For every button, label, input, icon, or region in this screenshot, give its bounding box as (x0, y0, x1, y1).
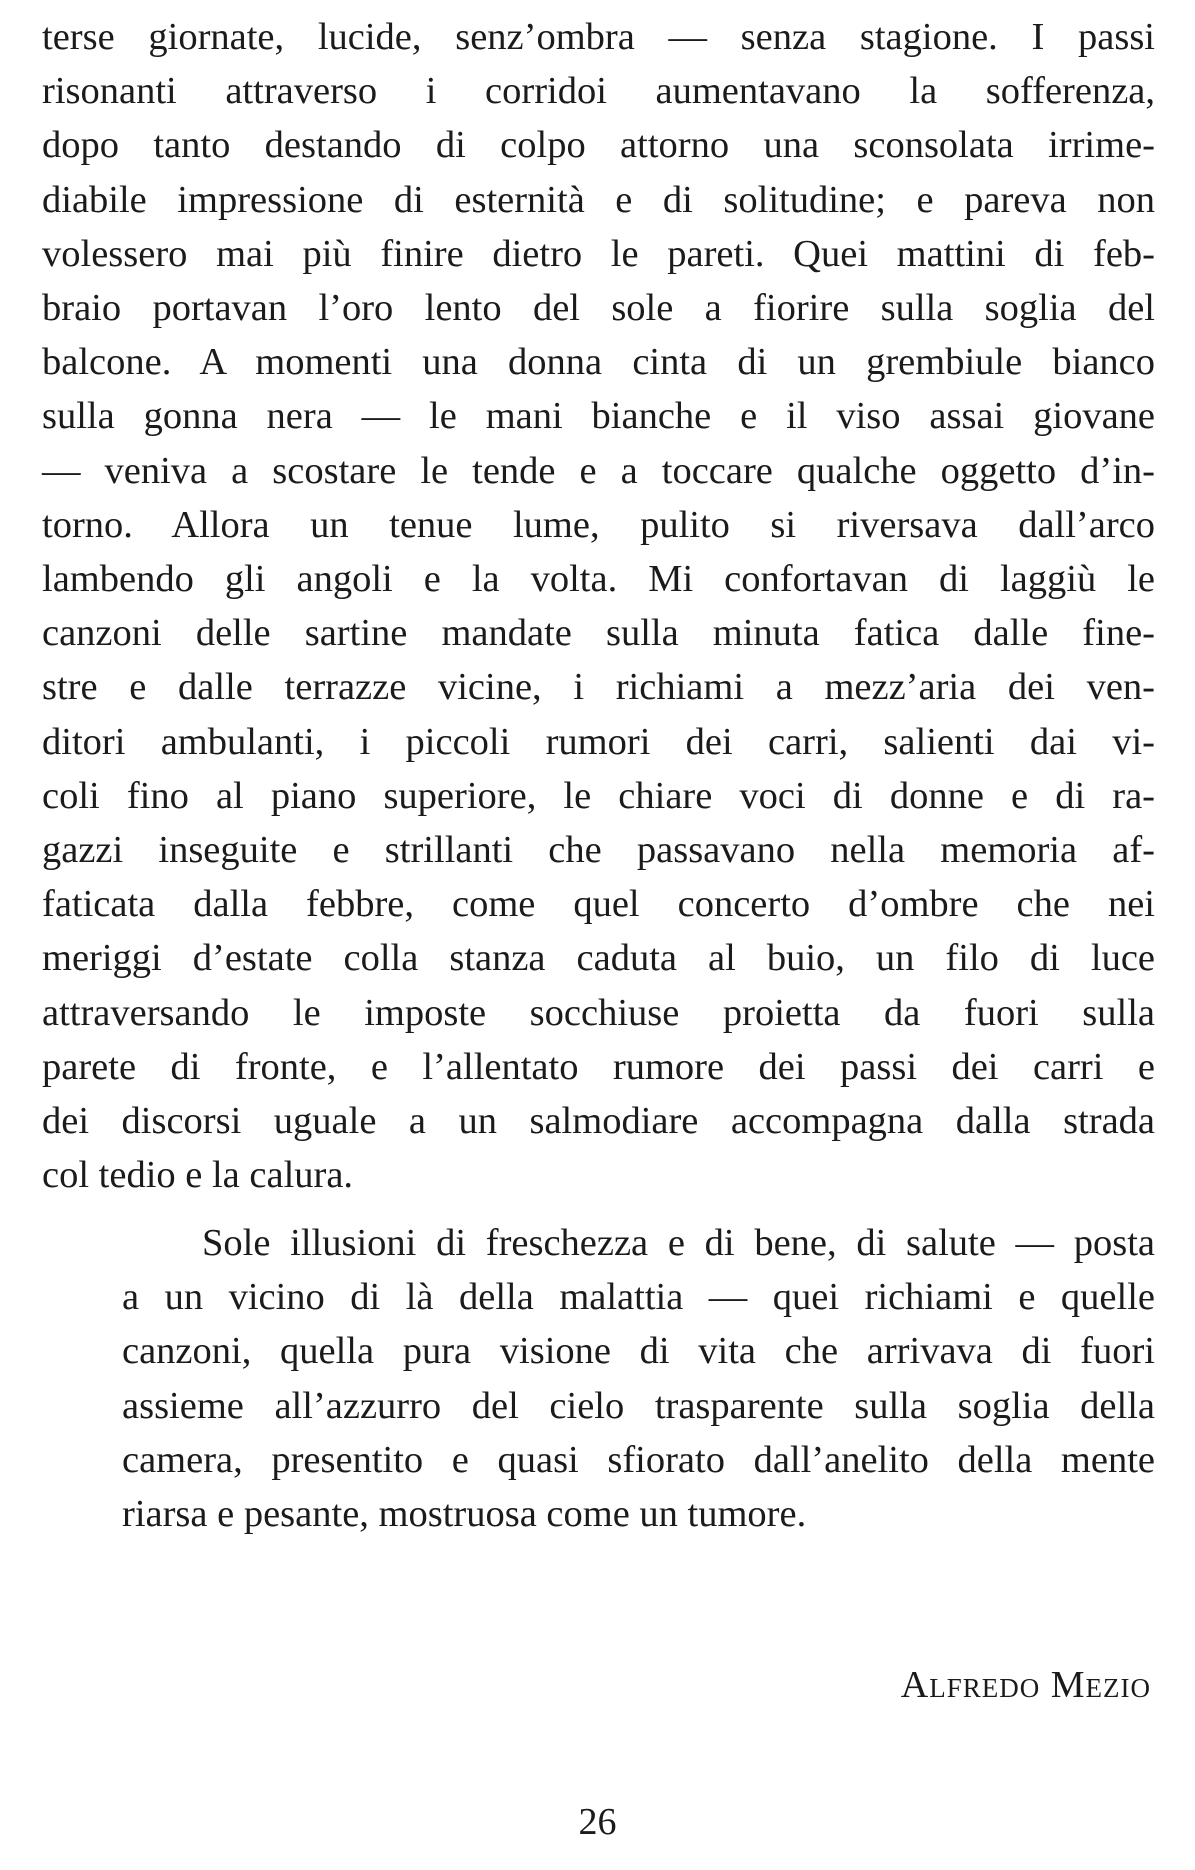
text-line: meriggi d’estate colla stanza caduta al buio, un filo di luce (42, 937, 1155, 980)
text-line: col tedio e la calura. (42, 1154, 354, 1197)
text-line: canzoni delle sartine mandate sulla minuta fatica dalle fine- (42, 612, 1155, 655)
text-line: attraversando le imposte socchiuse proietta da fuori sulla (42, 991, 1155, 1034)
page-number: 26 (578, 1801, 617, 1843)
text-line: braio portavan l’oro lento del sole a fiorire sulla soglia del (42, 287, 1155, 330)
text-line: stre e dalle terrazze vicine, i richiami a mezz’aria dei ven- (42, 666, 1155, 709)
text-line: riarsa e pesante, mostruosa come un tumore. (122, 1493, 807, 1536)
author-signature: Alfredo Mezio (900, 1664, 1151, 1706)
text-line: sulla gonna nera — le mani bianche e il viso assai giovane (42, 395, 1155, 438)
text-line: volessero mai più finire dietro le pareti. Quei mattini di feb- (42, 232, 1155, 275)
text-line: — veniva a scostare le tende e a toccare qualche oggetto d’in- (42, 449, 1155, 492)
text-line: a un vicino di là della malattia — quei richiami e quelle (122, 1276, 1155, 1319)
text-line: balcone. A momenti una donna cinta di un grembiule bianco (42, 341, 1155, 384)
paragraph-2 (42, 1216, 1155, 1541)
text-line: lambendo gli angoli e la volta. Mi confortavan di laggiù le (42, 558, 1155, 601)
text-line: terse giornate, lucide, senz’ombra — senza stagione. I passi (42, 16, 1155, 58)
text-line: dopo tanto destando di colpo attorno una sconsolata irrime- (42, 124, 1155, 167)
text-line: gazzi inseguite e strillanti che passavano nella memoria af- (42, 829, 1155, 872)
text-line: ditori ambulanti, i piccoli rumori dei carri, salienti dai vi- (42, 720, 1155, 763)
text-line: assieme all’azzurro del cielo trasparente sulla soglia della (122, 1384, 1155, 1427)
text-line: camera, presentito e quasi sfiorato dall’anelito della mente (122, 1438, 1155, 1481)
text-line: canzoni, quella pura visione di vita che arrivava di fuori (122, 1330, 1155, 1373)
paragraph-1 (42, 10, 1155, 1202)
text-line: parete di fronte, e l’allentato rumore dei passi dei carri e (42, 1045, 1155, 1088)
text-line: coli fino al piano superiore, le chiare voci di donne e di ra- (42, 774, 1155, 817)
text-line: diabile impressione di esternità e di solitudine; e pareva non (42, 178, 1155, 221)
text-line: risonanti attraverso i corridoi aumentavano la sofferenza, (42, 70, 1155, 113)
text-line: Sole illusioni di freschezza e di bene, di salute — posta (202, 1222, 1155, 1264)
text-line: faticata dalla febbre, come quel concerto d’ombre che nei (42, 883, 1155, 926)
text-line: dei discorsi uguale a un salmodiare accompagna dalla strada (42, 1100, 1155, 1143)
text-line: torno. Allora un tenue lume, pulito si riversava dall’arco (42, 503, 1155, 546)
